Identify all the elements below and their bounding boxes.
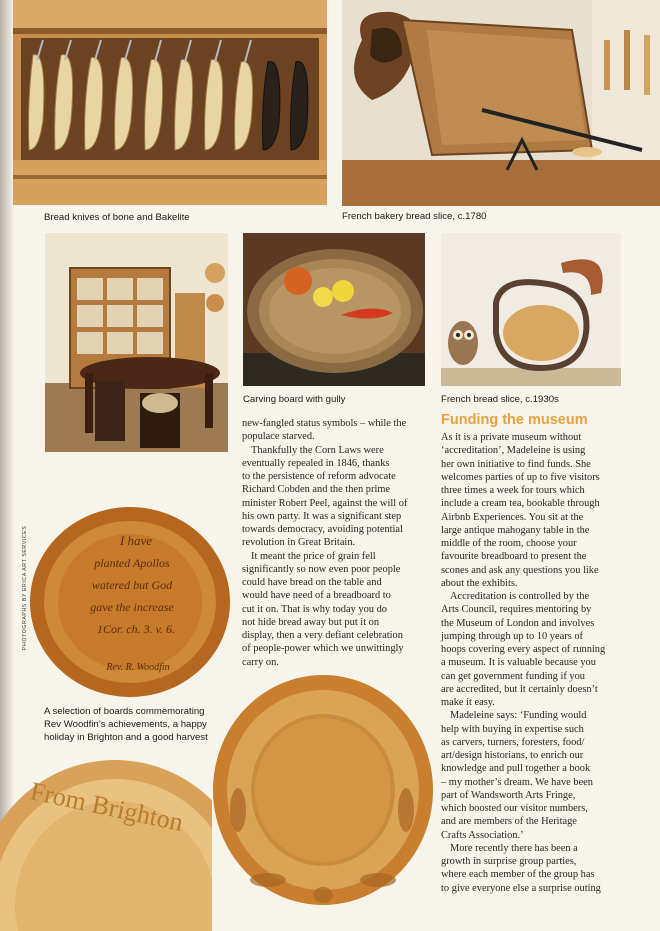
paragraph-line: of people-power which we unwittingly [242,643,404,655]
caption-board-selection-line1: A selection of boards commemorating [44,706,205,717]
paragraph-line: display, then a very defiant celebration [242,630,403,641]
paragraph-line: to the persistence of reform advocate [242,471,396,482]
section-heading-funding: Funding the museum [441,412,588,428]
paragraph-line: jumping through up to 10 years of [441,630,583,642]
board-inscription-line4: gave the increase [90,600,174,614]
paragraph-line: Thankfully the Corn Laws were [251,444,384,456]
paragraph-line: hoops covering every aspect of running [441,644,606,655]
caption-board-selection-line3: holiday in Brighton and a good harvest [44,732,208,743]
paragraph-line: minister Robert Peel, against the will of [242,497,408,509]
article-column-right [441,431,646,895]
caption-board-selection [44,705,208,744]
photo-bread-knives [13,0,327,205]
paragraph-line: Crafts Association.’ [441,829,524,841]
photo-bakery-bread-slice [342,0,660,206]
paragraph-line: part of Wandsworth Arts Fringe, [441,789,576,801]
paragraph-line: her own initiative to find funds. She [441,458,591,470]
paragraph-line: It meant the price of grain fell [251,550,376,562]
paragraph-line: welcomes parties of up to five visitors [441,471,600,483]
paragraph-line: about the exhibits. [441,577,518,589]
board-inscription-line1: I have [119,533,153,548]
paragraph-line: eventually repealed in 1846, thanks [242,457,390,469]
paragraph-line: Richard Cobden and the then prime [242,484,391,496]
paragraph-line: towards democracy, avoiding potential [242,524,403,535]
paragraph-line: not hide bread away but put it on [242,616,380,628]
paragraph-line: three times a week for tours which [441,485,585,496]
photo-museum-room [45,233,228,452]
paragraph-line: as carvers, turners, foresters, food/ [441,736,585,748]
paragraph-line: significantly so now even poor people [242,563,401,575]
paragraph-line: growth in surprise group parties, [441,856,577,867]
photo-credit: PHOTOGRAPHS BY ERICA ART SERVICES [22,525,28,650]
paragraph-line: More recently there has been a [450,842,578,854]
article-column-middle [242,417,432,669]
board-inscription-line6: Rev. R. Woodfin [106,662,170,673]
paragraph-line: include a cream tea, bookable through [441,498,600,510]
caption-carving-board: Carving board with gully [243,394,346,405]
board-inscription-line3: watered but God [91,578,173,592]
paragraph-line: and are members of the Heritage [441,816,577,828]
photo-bread-slice-1930s [441,233,621,386]
paragraph-line: could have bread on the table and [242,577,382,588]
paragraph-line: Airbnb Experiences. You sit at the [441,511,584,523]
paragraph-line: large antique mahogany table in the [441,524,590,536]
paragraph-line: – my mother’s dream. We have been [441,776,593,788]
paragraph-line: make it easy. [441,697,495,708]
paragraph-line: art/design historians, to enrich our [441,750,584,761]
photo-brighton-board [0,755,212,931]
paragraph-line: cut it on. That is why today you do [242,603,387,615]
caption-bakery-bread-slice: French bakery bread slice, c.1780 [342,211,487,222]
photo-carving-board [243,233,425,386]
paragraph-line: new-fangled status symbols – while the [242,418,407,429]
paragraph-line: knowledge and pull together a book [441,763,591,775]
paragraph-line: would have need of a breadboard to [242,590,391,602]
paragraph-line: help with buying in expertise such [441,723,584,735]
paragraph-line: middle of the room, choose your [441,538,577,549]
paragraph-line: Accreditation is controlled by the [450,591,590,602]
brighton-board-text: From Brighton [27,776,186,838]
caption-bread-slice-1930s: French bread slice, c.1930s [441,394,559,405]
paragraph-line: where each member of the group has [441,869,595,881]
paragraph-line: As it is a private museum without [441,432,582,443]
paragraph-line: to give everyone else a surprise outing [441,882,601,894]
caption-bread-knives: Bread knives of bone and Bakelite [44,212,190,223]
photo-woodfin-board [28,505,233,700]
paragraph-line: can get government funding if you [441,670,585,682]
paragraph-line: his own party. It was a significant step [242,510,402,522]
paragraph-line: populace starved. [242,431,315,443]
board-inscription-line2: planted Apollos [94,556,170,570]
paragraph-line: carry on. [242,656,279,668]
board-inscription-line5: 1Cor. ch. 3. v. 6. [96,622,176,636]
paragraph-line: revolution in Great Britain. [242,537,356,549]
paragraph-line: favourite breadboard to present the [441,551,587,563]
paragraph-line: scones and ask any questions you like [441,564,599,576]
caption-board-selection-line2: Rev Woodfin’s achievements, a happy [44,719,207,730]
paragraph-line: a museum. It is valuable because you [441,657,596,669]
paragraph-line: ‘accreditation’, Madeleine is using [441,445,586,457]
photo-harvest-board [208,670,438,910]
paragraph-line: which boosted our visitor numbers, [441,803,588,814]
paragraph-line: are accredited, but it certainly doesn’t [441,683,598,695]
paragraph-line: the Museum of London and involves [441,617,595,629]
paragraph-line: Madeleine says: ‘Funding would [450,710,587,722]
paragraph-line: Arts Council, requires mentoring by [441,604,592,616]
